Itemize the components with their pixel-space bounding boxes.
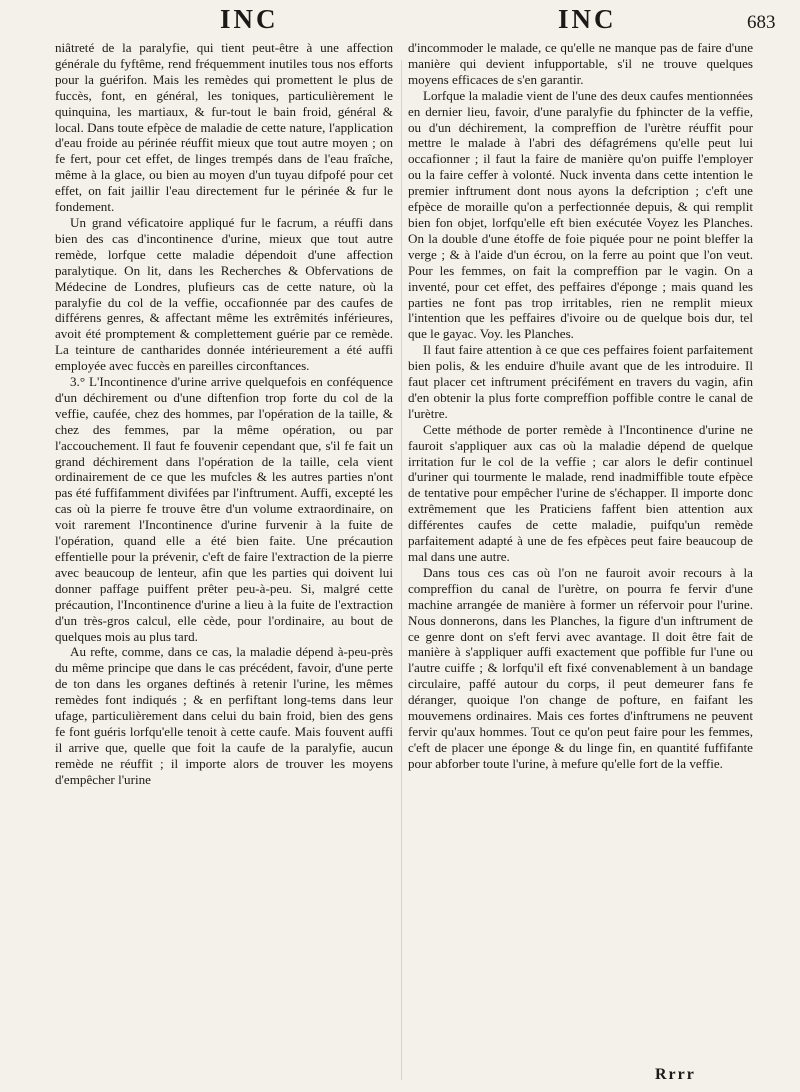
column-divider xyxy=(401,60,402,1080)
paragraph: Lorfque la maladie vient de l'une des deux caufes mentionnées en dernier lieu, favoir, d'une paralyfie du fphincter de la veffie, ou d'un déchirement, la compreffion de l'urètre réuffit pour mettre le malade à l'abri des défagrémens qu'elle peut lui occafionner ; il faut la faire de manière qu'on puiffe l'employer ou la faire ceffer à volonté. Nuck inventa dans cette intention le premier inftrument dont nous ayons la defcription ; c'eft une efpèce de moraille qu'on a perfectionnée depuis, & qui remplit bien fon objet, lorfqu'elle eft bien exécutée Voyez les Planches. On la double d'une étoffe de foie piquée pour ne point bleffer la verge ; & à l'aide d'un écrou, on la ferre au point que l'on veut. Pour les femmes, on fait la compreffion par le vagin. On a inventé, pour cet effet, des peffaires d'éponge ; mais quand les parties ne font pas trop irritables, rien ne remplit mieux l'intention que les peffaires d'ivoire ou de quelque bois dur, tel que le gayac. Voy. les Planches. xyxy=(408,87,753,342)
right-column xyxy=(408,40,753,772)
page-number: 683 xyxy=(747,12,776,33)
signature-mark: Rrrr xyxy=(655,1066,696,1083)
paragraph: Au refte, comme, dans ce cas, la maladie dépend à-peu-près du même principe que dans le cas précédent, favoir, d'une perte de ton dans les organes deftinés à retenir l'urine, les mêmes remèdes font indiqués ; & en perfiftant long-tems dans leur ufage, particulièrement dans celui du bain froid, bien des gens fe font guéris lorfqu'elle tenoit à cette caufe. Mais fouvent auffi il arrive que, quelle que foit la caufe de la paralyfie, aucun remède ne réuffit ; il importe alors de trouver les moyens d'empêcher l'urine xyxy=(55,644,393,787)
paragraph: Dans tous ces cas où l'on ne fauroit avoir recours à la compreffion du canal de l'urètre, on pourra fe fervir d'une machine arrangée de manière à former un réfervoir pour l'urine. Nous donnerons, dans les Planches, la figure d'un inftrument de ce genre dont on s'eft fervi avec avantage. Il doit être fait de manière à s'appliquer auffi exactement que poffible fur l'une ou l'autre cuiffe ; & lorfqu'il eft fixé convenablement à un bandage circulaire, paffé autour du corps, il peut demeurer fans fe déranger, quoique l'on change de pofture, en faifant les mouvemens ordinaires. Mais ces fortes d'inftrumens ne peuvent fervir qu'aux hommes. Tout ce qu'on peut faire pour les femmes, c'eft de placer une éponge & du linge fin, en quantité fuffifante pour abforber toute l'urine, à mefure qu'elle fort de la veffie. xyxy=(408,564,753,771)
running-header-left: INC xyxy=(220,4,279,34)
paragraph: Un grand véficatoire appliqué fur le facrum, a réuffi dans bien des cas d'incontinence d'urine, mieux que tout autre remède, lorfque cette maladie dépendoit d'une affection paralytique. On lit, dans les Recherches & Obfervations de Médecine de Londres, plufieurs cas de cette nature, où la paralyfie du col de la veffie, occafionnée par des caufes de différens genres, & affectant même les extrêmités inférieures, avoit été promptement & complettement guérie par ce remède. La teinture de cantharides donnée intérieurement a été auffi employée avec fuccès en pareilles circonftances. xyxy=(55,214,393,374)
paragraph: d'incommoder le malade, ce qu'elle ne manque pas de faire d'une manière qui devient infupportable, s'il ne trouve quelques moyens efficaces de s'en garantir. xyxy=(408,40,753,87)
left-column xyxy=(55,40,393,788)
paragraph: Il faut faire attention à ce que ces peffaires foient parfaitement bien polis, & les enduire d'huile avant que de les introduire. Il faut placer cet inftrument précifément en travers du vagin, afin d'en obtenir la plus forte compreffion poffible contre le canal de l'urètre. xyxy=(408,342,753,421)
paragraph: niâtreté de la paralyfie, qui tient peut-être à une affection générale du fyftême, rend fréquemment inutiles tous nos efforts pour la guérifon. Mais les remèdes qui promettent le plus de fuccès, font, en général, les toniques, particulièrement le quinquina, les martiaux, & fur-tout le bain froid, général & local. Dans toute efpèce de maladie de cette nature, l'application d'eau froide au périnée réuffit mieux que tout autre moyen ; on fe fert, pour cet effet, de linges trempés dans de l'eau fraîche, même à la glace, ou bien au moyen d'un tuyau difpofé pour cet effet, on fait jaillir l'eau directement fur le périnée & fur le fondement. xyxy=(55,40,393,215)
paragraph: Cette méthode de porter remède à l'Incontinence d'urine ne fauroit s'appliquer aux cas où la maladie dépend de quelque irritation fur le col de la veffie ; car alors le defir continuel d'uriner qui tourmente le malade, rend inadmiffible toute efpèce de tentative pour empêcher l'urine de s'échapper. Il importe donc extrêmement que les Praticiens faffent bien attention aux différentes caufes de cette maladie, puifqu'un remède parfaitement adapté à une de fes efpèces peut faire beaucoup de mal dans une autre. xyxy=(408,421,753,564)
running-header-right: INC xyxy=(558,4,617,34)
paragraph: 3.° L'Incontinence d'urine arrive quelquefois en conféquence d'un déchirement ou d'une diftenfion trop forte du col de la veffie, caufée, chez des hommes, par l'opération de la taille, & chez des femmes, par la même opération, ou par l'accouchement. Il faut fe fouvenir cependant que, s'il fe fait un grand déchirement dans l'opération de la taille, cela vient ordinairement de ce que les mufcles & les autres parties n'ont pas été fuffifamment divifées par l'inftrument. Auffi, excepté les cas où la pierre fe trouve être d'un volume extraordinaire, on voit rarement l'Incontinence d'urine furvenir à la fuite de l'opération, quand elle a été bien faite. Une précaution effentielle pour la prévenir, c'eft de faire l'extraction de la pierre avec beaucoup de lenteur, afin que les parties qui doivent lui donner paffage puiffent prêter peu-à-peu. Si, malgré cette précaution, l'Incontinence d'urine a lieu à la fuite de l'extraction d'un très-gros calcul, elle cède, pour l'ordinaire, au bout de quelques mois au plus tard. xyxy=(55,374,393,644)
